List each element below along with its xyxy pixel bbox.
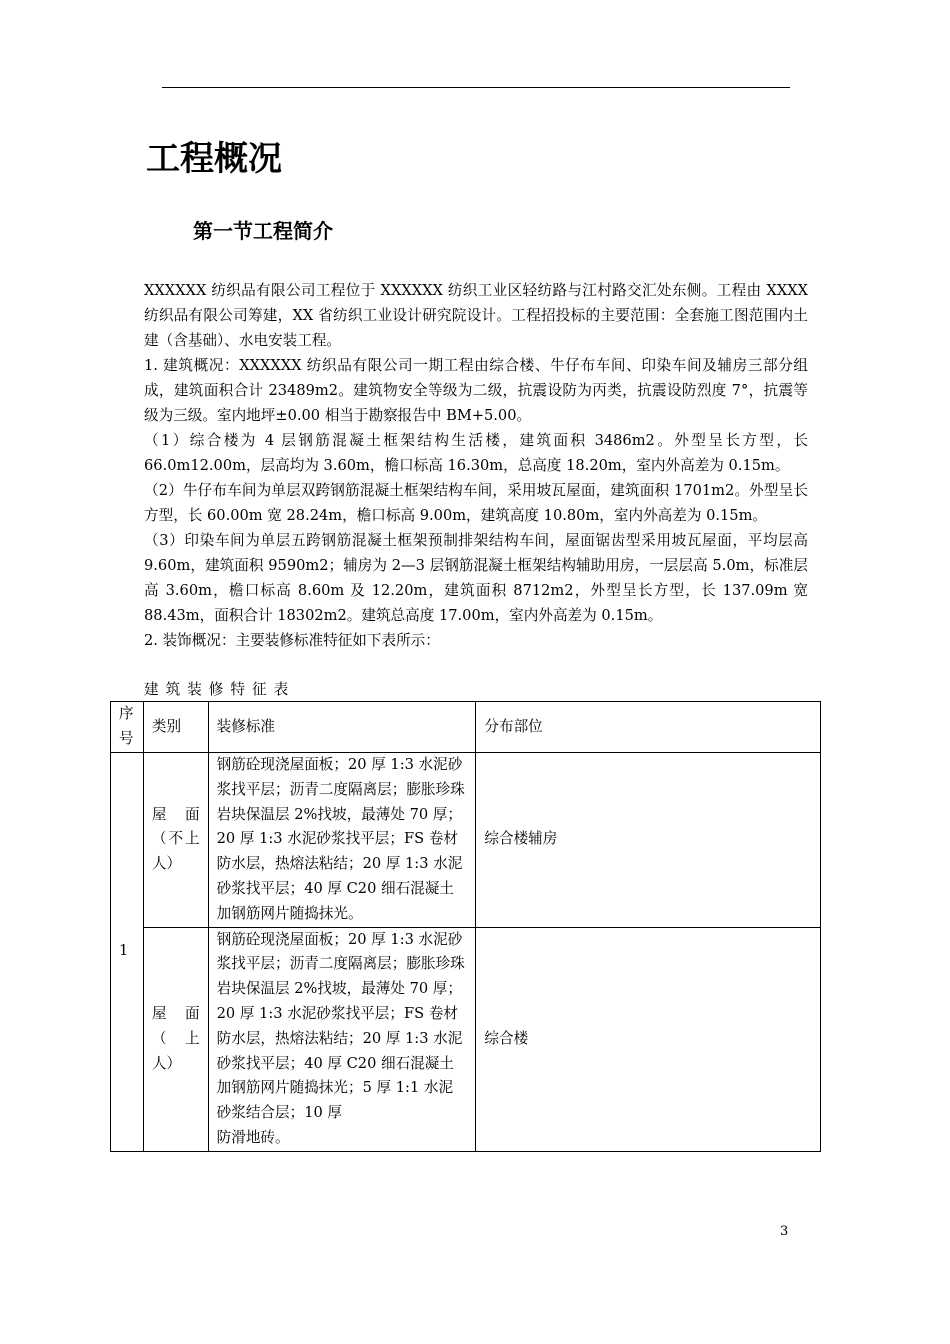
table-caption: 建筑装修特征表 (144, 681, 296, 698)
paragraph: （3）印染车间为单层五跨钢筋混凝土框架预制排架结构车间，屋面锯齿型采用坡瓦屋面，平均层高 9.60m，建筑面积 9590m2；辅房为 2—3 层钢筋混凝土框架结构辅助用房，一层层高 5.0m，标准层高 3.60m，檐口标高 8.60m 及 12.20m，建筑面积 8712m2，外型呈长方型，长 137.09m 宽 88.43m，面积合计 18302m2。建筑总高度 17.00m，室内外高差为 0.15m。 (144, 532, 808, 624)
standard-cell (208, 927, 476, 1151)
header-type: 类别 (143, 702, 208, 753)
document-title: 工程概况 (146, 139, 282, 179)
header-rule (162, 87, 790, 88)
table-row (111, 753, 821, 928)
header-no: 序号 (111, 702, 144, 753)
body-text (144, 278, 808, 653)
type-line: 屋 面 (151, 1004, 200, 1022)
section-title: 第一节工程简介 (193, 219, 333, 243)
table-row (111, 927, 821, 1151)
decoration-spec-table (110, 701, 821, 1152)
type-cell (143, 753, 208, 928)
standard-cell (208, 753, 476, 928)
location-cell: 综合楼 (476, 927, 821, 1151)
standard-text-tail: 防滑地砖。 (216, 1128, 290, 1146)
header-standard: 装修标准 (208, 702, 476, 753)
header-location: 分布部位 (476, 702, 821, 753)
standard-text-tail: 加钢筋网片随捣抹光。 (216, 904, 363, 922)
paragraph: 2. 装饰概况：主要装修标准特征如下表所示： (144, 632, 440, 649)
page-number: 3 (780, 1224, 789, 1239)
location-cell: 综合楼辅房 (476, 753, 821, 928)
type-line: 人） (151, 1054, 182, 1072)
paragraph: 1. 建筑概况：XXXXXX 纺织品有限公司一期工程由综合楼、牛仔布车间、印染车间及辅房三部分组成，建筑面积合计 23489m2。建筑物安全等级为二级，抗震设防为丙类，抗震设防烈度 7°，抗震等级为三级。室内地坪±0.00 相当于勘察报告中 BM+5.00。 (144, 357, 808, 424)
type-line: （ 上 (151, 1029, 200, 1047)
row-number: 1 (111, 753, 144, 1152)
type-line: 人） (151, 855, 182, 873)
standard-text: 钢筋砼现浇屋面板；20 厚 1:3 水泥砂浆找平层；沥青二度隔离层；膨胀珍珠岩块保温层 2%找坡，最薄处 70 厚；20 厚 1:3 水泥砂浆找平层；FS 卷材防水层，热熔法粘结；20 厚 1:3 水泥砂浆找平层；40 厚 C20 细石混凝土加钢筋网片随捣抹光；5 厚 1:1 水泥砂浆结合层；10 厚 (216, 930, 465, 1122)
paragraph: （2）牛仔布车间为单层双跨钢筋混凝土框架结构车间，采用坡瓦屋面，建筑面积 1701m2。外型呈长方型，长 60.00m 宽 28.24m，檐口标高 9.00m，建筑高度 10.80m，室内外高差为 0.15m。 (144, 482, 808, 524)
paragraph: XXXXXX 纺织品有限公司工程位于 XXXXXX 纺织工业区轻纺路与江村路交汇处东侧。工程由 XXXX 纺织品有限公司筹建，XX 省纺织工业设计研究院设计。工程招投标的主要范围：全套施工图范围内土建（含基础）、水电安装工程。 (144, 282, 808, 349)
table-header-row (111, 702, 821, 753)
standard-text: 钢筋砼现浇屋面板；20 厚 1:3 水泥砂浆找平层；沥青二度隔离层；膨胀珍珠岩块保温层 2%找坡，最薄处 70 厚；20 厚 1:3 水泥砂浆找平层；FS 卷材防水层，热熔法粘结；20 厚 1:3 水泥砂浆找平层；40 厚 C20 细石混凝土 (216, 756, 465, 897)
paragraph: （1）综合楼为 4 层钢筋混凝土框架结构生活楼，建筑面积 3486m2。外型呈长方型，长 66.0m12.00m，层高均为 3.60m，檐口标高 16.30m，总高度 18.20m，室内外高差为 0.15m。 (144, 432, 808, 474)
type-line: 屋 面 (151, 805, 200, 823)
type-line: （不上 (151, 830, 200, 848)
type-cell (143, 927, 208, 1151)
